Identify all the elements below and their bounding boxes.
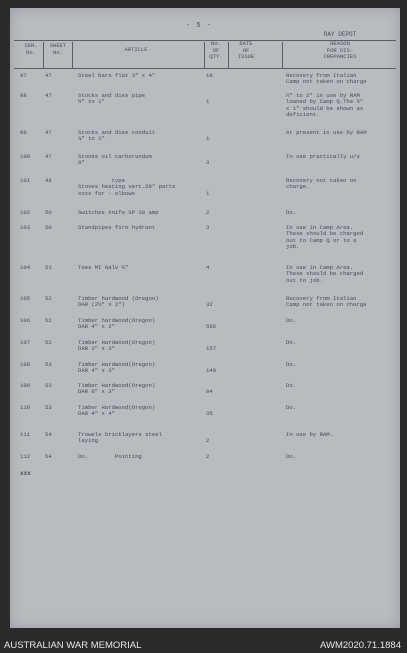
article-cell: Timber hardwood(Oregon) DAR 4" x 2" <box>78 317 156 331</box>
qty-cell: 140 <box>206 367 217 375</box>
sheet-no-cell: 54 <box>45 431 52 438</box>
article-cell: Stocks and dies pipe ½" to 1" <box>78 92 146 106</box>
ser-no-cell: 109 <box>20 382 31 389</box>
reason-cell: In use in Camp Area. These should be charged out to Camp Q or to a job. <box>286 224 364 251</box>
ser-no-cell: 112 <box>20 453 31 460</box>
header-ser-no: SER. No. <box>24 42 38 56</box>
qty-cell: 566 <box>206 323 217 331</box>
ser-no-cell: 104 <box>20 264 31 271</box>
article-cell: Timber Hardwood(Oregon) DAR 6" x 3" <box>78 382 156 396</box>
header-sheet-no: SHEET No. <box>49 42 67 56</box>
article-cell: Switches knife SP 30 amp <box>78 209 159 216</box>
document-page <box>10 8 400 628</box>
qty-cell: 3 <box>206 159 210 167</box>
reason-cell: Recovery from Italian Camp not taken on charge <box>286 295 367 309</box>
reason-cell: Do. <box>286 339 297 346</box>
footer-accession-number: AWM2020.71.1884 <box>320 640 401 651</box>
sheet-no-cell: 47 <box>45 129 52 136</box>
header-qty: No. OF QTY. <box>209 40 223 61</box>
article-cell: Stones oil carborundum 8" <box>78 153 152 167</box>
qty-cell: 2 <box>206 453 210 460</box>
sheet-no-cell: 50 <box>45 224 52 231</box>
qty-cell: 84 <box>206 388 213 396</box>
header-divider <box>282 42 283 68</box>
page-number: - 5 - <box>186 22 213 30</box>
reason-cell: ½" to 2" in use by RAM loaned by Camp Q.The ½" x 1" should be shown as deficient. <box>286 92 364 119</box>
ser-no-cell: 106 <box>20 317 31 324</box>
ser-no-cell: 103 <box>20 224 31 231</box>
reason-cell: At present in use by RAM <box>286 129 367 136</box>
article-cell: Timber Hardwood(Oregon) DAR 3" x 3" <box>78 339 156 353</box>
sheet-no-cell: 50 <box>45 209 52 216</box>
article-cell: Trowels bricklayers steel laying <box>78 431 162 445</box>
qty-cell: 32 <box>206 301 213 309</box>
ser-no-cell: 107 <box>20 339 31 346</box>
footer-institution: AUSTRALIAN WAR MEMORIAL <box>4 640 142 651</box>
article-cell: Timber Hardwood(Oregon) DAR 4" x 3" <box>78 361 156 375</box>
reason-cell: Recovery from Italian Camp not taken on charge <box>286 72 367 86</box>
sheet-no-cell: 48 <box>45 177 52 184</box>
sheet-no-cell: 52 <box>45 339 52 346</box>
article-cell: Timber hardwood (Oregon) DAR (2½" x 2") <box>78 295 159 309</box>
qty-cell: 1 <box>206 189 210 197</box>
sheet-no-cell: 53 <box>45 404 52 411</box>
article-cell: Steel bars flat 3" x 4" <box>78 72 156 79</box>
qty-cell: 2 <box>206 209 210 216</box>
ser-no-cell: 105 <box>20 295 31 302</box>
qty-cell: 1 <box>206 135 210 143</box>
sheet-no-cell: 47 <box>45 72 52 79</box>
qty-cell: 4 <box>206 264 210 271</box>
sheet-no-cell: 53 <box>45 382 52 389</box>
reason-cell: Do. <box>286 317 297 324</box>
sheet-no-cell: 52 <box>45 317 52 324</box>
reason-cell: In use in Camp Area. These should be charged out to job. <box>286 264 364 284</box>
sheet-no-cell: 47 <box>45 92 52 99</box>
reason-cell: Do. <box>286 382 297 389</box>
article-cell: Timber Hardwood(Oregon) DAR 4" x 4" <box>78 404 156 418</box>
reason-cell: In use practically u/s <box>286 153 360 160</box>
qty-cell: 1 <box>206 98 210 106</box>
ser-no-cell: 108 <box>20 361 31 368</box>
article-cell: Tees MI Galv ¾" <box>78 264 129 271</box>
reason-cell: In use by RAM. <box>286 431 333 438</box>
header-divider <box>72 42 73 68</box>
ser-no-cell: 97 <box>20 72 27 79</box>
reason-cell: Do. <box>286 209 297 216</box>
sheet-no-cell: 54 <box>45 453 52 460</box>
reason-cell: Do. <box>286 361 297 368</box>
ser-no-cell: 102 <box>20 209 31 216</box>
article-cell: type Stoves heating vert.28" parts xxxx for - elbows <box>78 177 176 197</box>
header-date: DATE OF ISSUE <box>237 40 255 61</box>
sheet-no-cell: 53 <box>45 361 52 368</box>
stamp-mark: xxx <box>20 470 31 477</box>
header-reason: REASON FOR DIS- CREPANCIES <box>323 40 357 61</box>
sheet-no-cell: 51 <box>45 264 52 271</box>
article-cell: Do. Pointing <box>78 453 142 460</box>
qty-cell: 2 <box>206 437 210 445</box>
qty-cell: 18 <box>206 72 213 79</box>
ser-no-cell: 99 <box>20 129 27 136</box>
ser-no-cell: 110 <box>20 404 31 411</box>
qty-cell: 3 <box>206 224 210 231</box>
sheet-no-cell: 47 <box>45 153 52 160</box>
reason-cell: Recovery not taken on charge. <box>286 177 357 191</box>
reason-cell: Do. <box>286 404 297 411</box>
header-depot: RAY DEPOT <box>323 31 357 38</box>
sheet-no-cell: 52 <box>45 295 52 302</box>
qty-cell: 35 <box>206 410 213 418</box>
ser-no-cell: 100 <box>20 153 31 160</box>
article-cell: Standpipes fire hydrant <box>78 224 156 231</box>
article-cell: Stocks and dies conduit ⅜" to 1" <box>78 129 156 143</box>
ser-no-cell: 101 <box>20 177 31 184</box>
ser-no-cell: 111 <box>20 431 31 438</box>
qty-cell: 157 <box>206 345 217 353</box>
reason-cell: Do. <box>286 453 297 460</box>
ser-no-cell: 98 <box>20 92 27 99</box>
header-article: ARTICLE <box>124 46 148 53</box>
header-bottom-rule <box>14 68 396 69</box>
